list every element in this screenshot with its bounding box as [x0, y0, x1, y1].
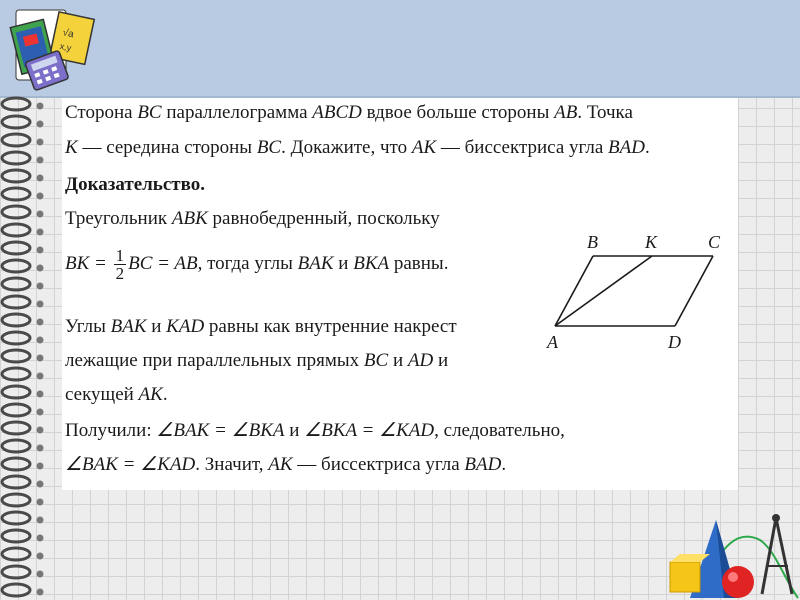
side-ab: [555, 256, 593, 326]
proof-line-1: Треугольник ABK равнобедренный, поскольку: [65, 208, 440, 229]
spiral-hole: [37, 193, 44, 200]
proof-line-5: секущей AK.: [65, 384, 168, 405]
spiral-hole: [37, 103, 44, 110]
spiral-ring: [2, 476, 30, 488]
spiral-ring: [2, 116, 30, 128]
school-books-logo: [6, 8, 102, 94]
spiral-hole: [37, 481, 44, 488]
spiral-hole: [37, 535, 44, 542]
spiral-ring: [2, 170, 30, 182]
spiral-ring: [2, 548, 30, 560]
spiral-ring: [2, 440, 30, 452]
proof-line-7: ∠BAK = ∠KAD. Значит, AK — биссектриса угла BAD.: [65, 454, 507, 475]
problem-line-1: Сторона BC параллелограмма ABCD вдвое больше стороны AB. Точка: [65, 102, 633, 123]
spiral-hole: [37, 463, 44, 470]
spiral-ring: [2, 134, 30, 146]
notebook-spiral: [0, 96, 56, 600]
spiral-ring: [2, 494, 30, 506]
parallelogram-figure: [542, 228, 732, 358]
spiral-ring: [2, 566, 30, 578]
spiral-hole: [37, 175, 44, 182]
spiral-hole: [37, 265, 44, 272]
slide-content: [62, 98, 738, 490]
spiral-hole: [37, 337, 44, 344]
spiral-ring: [2, 314, 30, 326]
proof-line-3: Углы BAK и KAD равны как внутренние накрест: [65, 316, 457, 337]
label-d: D: [668, 332, 681, 352]
proof-heading: Доказательство.: [65, 174, 205, 195]
spiral-hole: [37, 301, 44, 308]
spiral-hole: [37, 571, 44, 578]
spiral-hole: [37, 499, 44, 506]
spiral-hole: [37, 121, 44, 128]
spiral-hole: [37, 409, 44, 416]
svg-text:√a: √a: [61, 27, 75, 41]
proof-line-6: Получили: ∠BAK = ∠BKA и ∠BKA = ∠KAD, следовательно,: [65, 420, 565, 441]
side-cd: [675, 256, 713, 326]
spiral-hole: [37, 157, 44, 164]
label-b: B: [587, 232, 598, 252]
spiral-ring: [2, 350, 30, 362]
proof-line-4: лежащие при параллельных прямых BC и AD и: [65, 350, 449, 371]
spiral-hole: [37, 589, 44, 596]
spiral-ring: [2, 332, 30, 344]
spiral-ring: [2, 98, 30, 110]
spiral-hole: [37, 553, 44, 560]
spiral-hole: [37, 229, 44, 236]
spiral-hole: [37, 139, 44, 146]
geometry-shapes-decoration: [660, 510, 800, 600]
spiral-ring: [2, 368, 30, 380]
fraction-one-half: $\frac{1}{2}$: [115, 246, 125, 284]
spiral-hole: [37, 247, 44, 254]
spiral-ring: [2, 224, 30, 236]
spiral-ring: [2, 386, 30, 398]
spiral-ring: [2, 584, 30, 596]
slide-header: [0, 0, 800, 98]
spiral-ring: [2, 458, 30, 470]
spiral-hole: [37, 445, 44, 452]
spiral-ring: [2, 242, 30, 254]
spiral-ring: [2, 512, 30, 524]
spiral-ring: [2, 260, 30, 272]
spiral-ring: [2, 278, 30, 290]
spiral-hole: [37, 391, 44, 398]
proof-line-2: BK = $\frac{1}{2}$ BC = AB, тогда углы BAK и BKA равны.: [65, 246, 449, 284]
spiral-ring: [2, 404, 30, 416]
spiral-hole: [37, 427, 44, 434]
spiral-hole: [37, 373, 44, 380]
spiral-ring: [2, 296, 30, 308]
spiral-ring: [2, 422, 30, 434]
spiral-hole: [37, 211, 44, 218]
label-k: K: [645, 232, 658, 252]
spiral-hole: [37, 355, 44, 362]
spiral-ring: [2, 152, 30, 164]
svg-text:x,y: x,y: [58, 40, 73, 54]
spiral-hole: [37, 319, 44, 326]
problem-line-2: K — середина стороны BC. Докажите, что AK — биссектриса угла BAD.: [65, 137, 650, 158]
spiral-hole: [37, 283, 44, 290]
spiral-ring: [2, 188, 30, 200]
label-a: A: [547, 332, 558, 352]
spiral-ring: [2, 530, 30, 542]
spiral-hole: [37, 517, 44, 524]
spiral-ring: [2, 206, 30, 218]
label-c: C: [708, 232, 721, 252]
segment-ak: [555, 256, 652, 326]
